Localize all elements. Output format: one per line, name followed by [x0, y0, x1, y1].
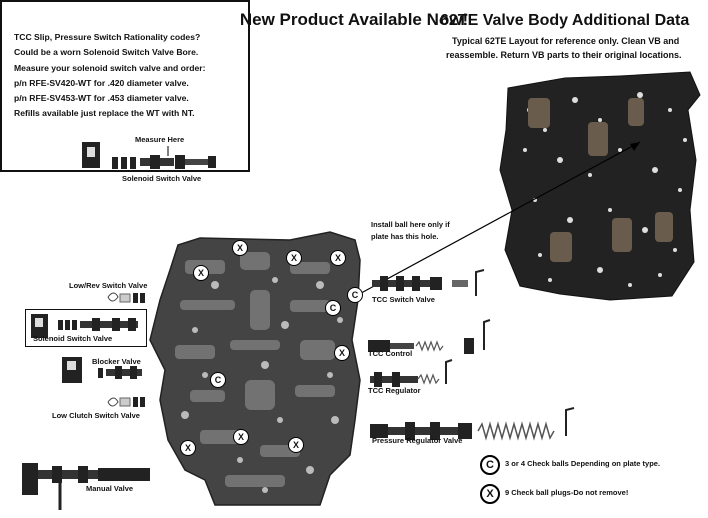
check-ball-plug-icon: X [232, 240, 248, 256]
legend-plug-icon: X [480, 484, 500, 504]
tcc-switch-valve-label: TCC Switch Valve [372, 295, 435, 304]
promo-title: New Product Available Now! [239, 10, 469, 29]
low-clutch-valve-drawing [108, 397, 145, 407]
pressure-regulator-valve-label: Pressure Regulator Valve [372, 436, 463, 445]
page-subtitle: Typical 62TE Layout for reference only. Clean VB and [452, 36, 680, 46]
page-title: 62TE Valve Body Additional Data [440, 12, 690, 29]
legend-check-ball-icon: C [480, 455, 500, 475]
measure-here-label: Measure Here [135, 135, 185, 144]
legend-plug-text: 9 Check ball plugs-Do not remove! [505, 488, 629, 497]
low-rev-switch-valve-label: Low/Rev Switch Valve [69, 281, 148, 290]
separator-plate [500, 72, 700, 300]
tcc-switch-valve-drawing [372, 270, 484, 296]
page-subtitle: reassemble. Return VB parts to their original locations. [446, 50, 682, 60]
check-ball-plug-icon: X [330, 250, 346, 266]
promo-line: Refills available just replace the WT with NT. [14, 108, 195, 119]
check-ball-plug-icon: X [180, 440, 196, 456]
check-ball-icon: C [210, 372, 226, 388]
promo-line: Measure your solenoid switch valve and order: [14, 62, 206, 73]
promo-line: TCC Slip, Pressure Switch Rationality codes? [14, 32, 201, 42]
check-ball-icon: C [347, 287, 363, 303]
manual-valve-label: Manual Valve [86, 484, 134, 493]
promo-valve-caption: Solenoid Switch Valve [122, 174, 202, 183]
check-ball-plug-icon: X [286, 250, 302, 266]
solenoid-switch-valve-label: Solenoid Switch Valve [33, 334, 113, 343]
tcc-control-label: TCC Control [368, 349, 413, 358]
callout-line: Install ball here only if [371, 220, 450, 229]
low-rev-valve-drawing [108, 293, 145, 303]
check-ball-plug-icon: X [334, 345, 350, 361]
low-clutch-switch-valve-label: Low Clutch Switch Valve [52, 411, 140, 420]
tcc-regulator-label: TCC Regulator [368, 386, 421, 395]
check-ball-plug-icon: X [193, 265, 209, 281]
promo-valve-drawing [82, 142, 216, 169]
check-ball-icon: C [325, 300, 341, 316]
tcc-regulator-drawing [370, 360, 452, 387]
check-ball-plug-icon: X [233, 429, 249, 445]
promo-line: p/n RFE-SV453-WT for .453 diameter valve. [14, 93, 189, 104]
callout-line: plate has this hole. [371, 232, 439, 241]
legend-check-ball-text: 3 or 4 Check balls Depending on plate type. [505, 459, 661, 468]
promo-line: Could be a worn Solenoid Switch Valve Bore. [14, 47, 199, 58]
blocker-valve-label: Blocker Valve [92, 357, 141, 366]
valve-body [150, 232, 360, 505]
check-ball-plug-icon: X [288, 437, 304, 453]
promo-line: p/n RFE-SV420-WT for .420 diameter valve. [14, 77, 189, 88]
